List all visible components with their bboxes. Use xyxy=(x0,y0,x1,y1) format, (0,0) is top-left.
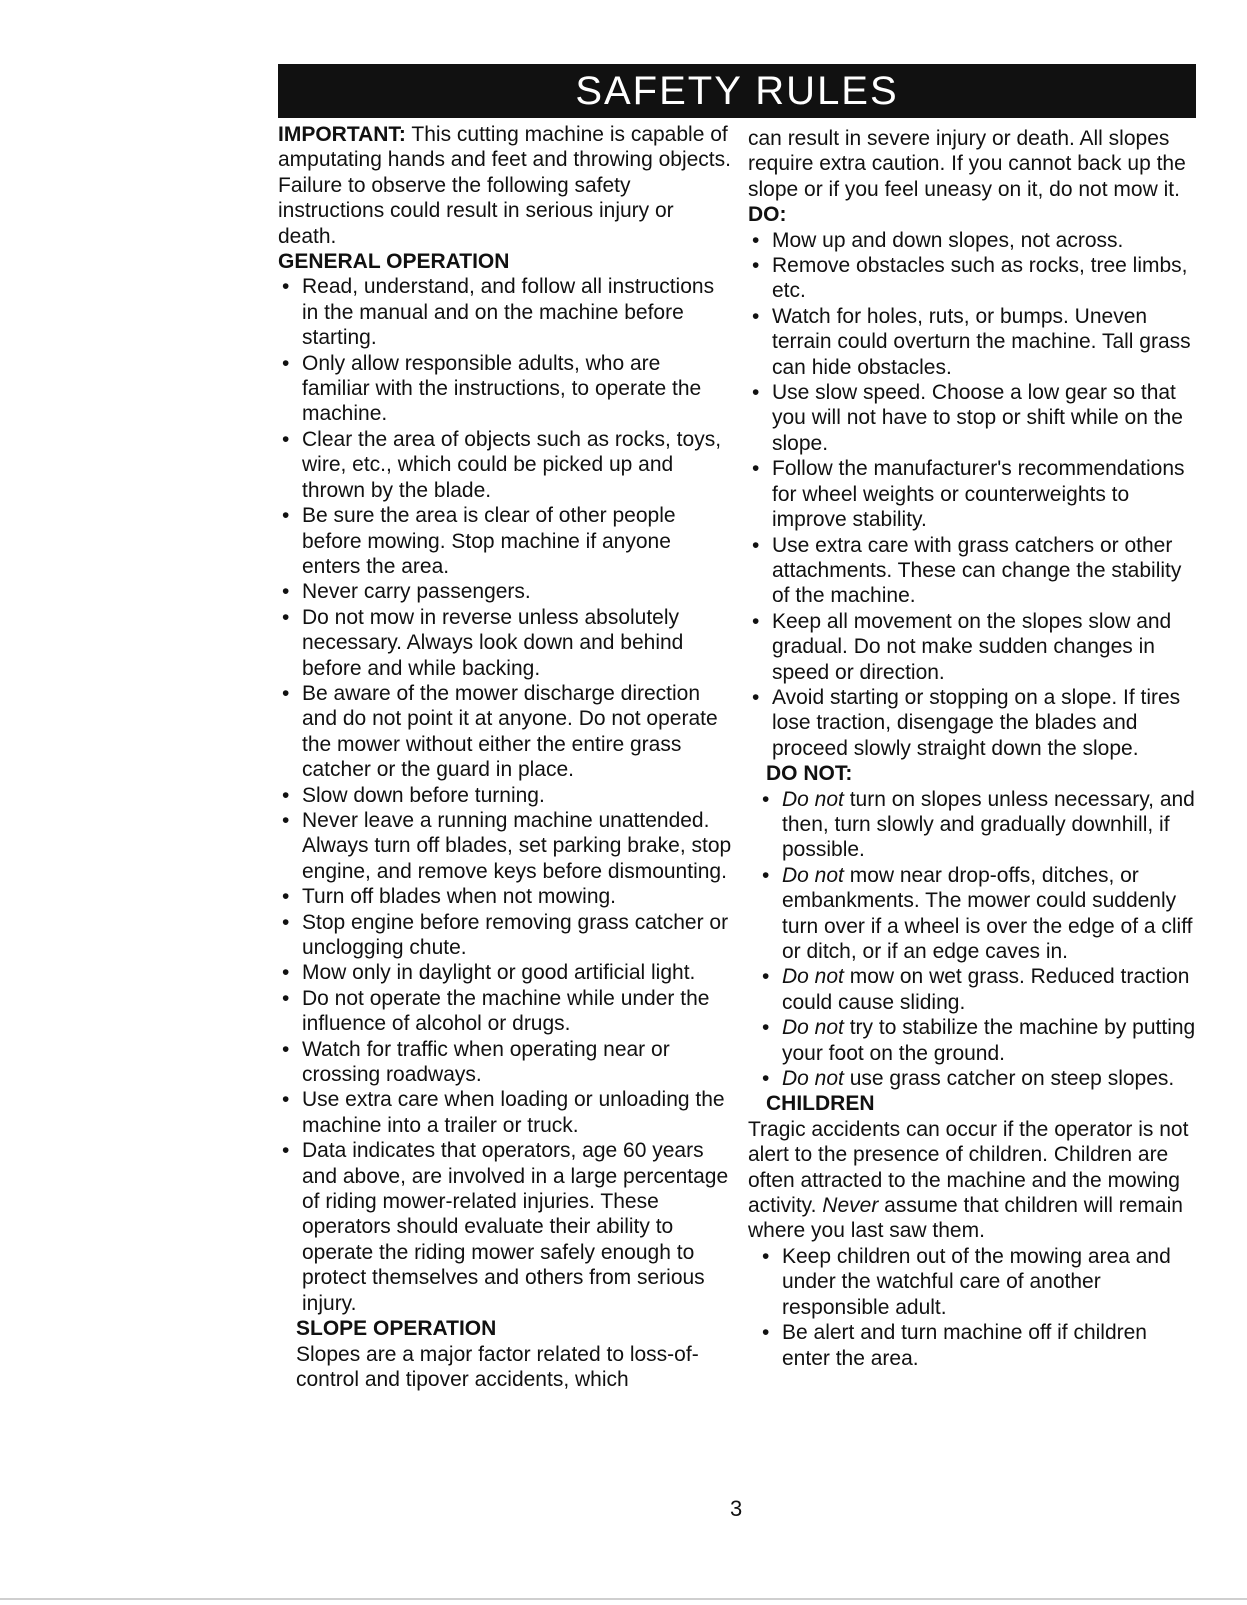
list-item: • Only allow responsible adults, who are familiar with the instructions, to operate the machine. xyxy=(282,351,702,426)
bullet-icon: • xyxy=(762,1244,770,1268)
bullet-icon: • xyxy=(282,681,290,705)
list-item: • Be alert and turn machine off if children enter the area. xyxy=(762,1321,1147,1370)
list-item: • Keep children out of the mowing area and under the watchful care of another responsible adult. xyxy=(762,1244,1171,1319)
bullet-icon: • xyxy=(752,685,760,709)
bullet-icon: • xyxy=(282,961,290,985)
do-not-heading: DO NOT: xyxy=(766,762,853,786)
slope-continued-text: can result in severe injury or death. All slopes require extra caution. If you cannot back up the slope or if you feel uneasy on it, do not mow it. xyxy=(748,127,1186,201)
list-item: • Be aware of the mower discharge direction and do not point it at anyone. Do not operate the mower without either the entire grass catcher or the guard in place. xyxy=(282,681,718,782)
important-label: IMPORTANT: xyxy=(278,123,406,146)
bullet-icon: • xyxy=(282,504,290,528)
bullet-icon: • xyxy=(282,808,290,832)
list-item: • Mow only in daylight or good artificial light. xyxy=(282,961,696,985)
do-not-list xyxy=(748,787,1198,1092)
bullet-icon: • xyxy=(752,304,760,328)
general-operation-heading: GENERAL OPERATION xyxy=(278,250,510,274)
bullet-icon: • xyxy=(752,609,760,633)
children-paragraph: Tragic accidents can occur if the operator is not alert to the presence of children. Children are often attracted to the machine and the mowing activity. Never assume that children will remain where you last saw them. xyxy=(748,1117,1189,1243)
important-text: This cutting machine is capable of amputating hands and feet and throwing objects. Failure to observe the following safety instructions could result in serious injury or death. xyxy=(278,123,731,248)
bullet-icon: • xyxy=(282,1037,290,1061)
bullet-icon: • xyxy=(762,1016,770,1040)
list-item: • Data indicates that operators, age 60 years and above, are involved in a large percentage of riding mower-related injuries. These operators should evaluate their ability to operate the riding mower safely enough to protect themselves and others from serious injury. xyxy=(282,1139,729,1315)
bullet-icon: • xyxy=(752,457,760,481)
list-item: • Read, understand, and follow all instructions in the manual and on the machine before starting. xyxy=(282,275,715,350)
bullet-icon: • xyxy=(282,1139,290,1163)
bullet-icon: • xyxy=(282,885,290,909)
bullet-icon: • xyxy=(762,1321,770,1345)
list-item: • Do not turn on slopes unless necessary, and then, turn slowly and gradually downhill, if possible. xyxy=(762,787,1195,862)
right-column xyxy=(748,126,1198,1371)
children-list xyxy=(748,1244,1198,1371)
bullet-icon: • xyxy=(282,351,290,375)
bullet-icon: • xyxy=(282,275,290,299)
list-item: • Never carry passengers. xyxy=(282,580,531,604)
bullet-icon: • xyxy=(762,863,770,887)
list-item: • Keep all movement on the slopes slow and gradual. Do not make sudden changes in speed or direction. xyxy=(752,609,1172,684)
important-paragraph xyxy=(278,122,733,249)
list-item: • Follow the manufacturer's recommendations for wheel weights or counterweights to improve stability. xyxy=(752,457,1185,532)
general-operation-list xyxy=(278,274,733,1316)
list-item: • Do not use grass catcher on steep slopes. xyxy=(762,1067,1175,1091)
bullet-icon: • xyxy=(282,580,290,604)
left-column xyxy=(278,122,733,1392)
children-heading: CHILDREN xyxy=(766,1092,875,1116)
list-item: • Watch for holes, ruts, or bumps. Uneven terrain could overturn the machine. Tall grass can hide obstacles. xyxy=(752,304,1191,379)
bullet-icon: • xyxy=(752,533,760,557)
list-item: • Use extra care with grass catchers or other attachments. These can change the stability of the machine. xyxy=(752,533,1182,608)
list-item: • Watch for traffic when operating near or crossing roadways. xyxy=(282,1037,670,1087)
list-item: • Clear the area of objects such as rocks, toys, wire, etc., which could be picked up and thrown by the blade. xyxy=(282,427,722,502)
page-number: 3 xyxy=(730,1496,743,1521)
list-item: • Be sure the area is clear of other people before mowing. Stop machine if anyone enters the area. xyxy=(282,504,676,578)
list-item: • Mow up and down slopes, not across. xyxy=(752,228,1124,252)
list-item: • Turn off blades when not mowing. xyxy=(282,885,617,909)
bullet-icon: • xyxy=(282,605,290,629)
do-heading: DO: xyxy=(748,203,787,227)
do-list xyxy=(748,228,1198,762)
list-item: • Slow down before turning. xyxy=(282,783,545,807)
slope-operation-heading: SLOPE OPERATION xyxy=(296,1317,497,1341)
list-item: • Do not mow on wet grass. Reduced traction could cause sliding. xyxy=(762,965,1190,1014)
bullet-icon: • xyxy=(282,986,290,1010)
bullet-icon: • xyxy=(752,254,760,278)
bullet-icon: • xyxy=(282,427,290,451)
list-item: • Do not operate the machine while under the influence of alcohol or drugs. xyxy=(282,986,710,1036)
list-item: • Do not mow in reverse unless absolutely necessary. Always look down and behind before and while backing. xyxy=(282,605,684,680)
list-item: • Remove obstacles such as rocks, tree limbs, etc. xyxy=(752,254,1188,303)
list-item: • Avoid starting or stopping on a slope. If tires lose traction, disengage the blades and proceed slowly straight down the slope. xyxy=(752,685,1181,760)
footer-divider xyxy=(0,1598,1247,1600)
bullet-icon: • xyxy=(282,783,290,807)
list-item: • Never leave a running machine unattended. Always turn off blades, set parking brake, stop engine, and remove keys before dismounting. xyxy=(282,808,732,883)
list-item: • Use slow speed. Choose a low gear so that you will not have to stop or shift while on the slope. xyxy=(752,381,1183,455)
bullet-icon: • xyxy=(762,787,770,811)
bullet-icon: • xyxy=(282,910,290,934)
list-item: • Do not mow near drop-offs, ditches, or embankments. The mower could suddenly turn over if a wheel is over the edge of a cliff or ditch, or if an edge caves in. xyxy=(762,863,1193,963)
bullet-icon: • xyxy=(752,228,760,252)
list-item: • Use extra care when loading or unloading the machine into a trailer or truck. xyxy=(282,1088,725,1137)
list-item: • Stop engine before removing grass catcher or unclogging chute. xyxy=(282,910,729,959)
page-title: SAFETY RULES xyxy=(278,64,1196,118)
slope-operation-text: Slopes are a major factor related to loss-of-control and tipover accidents, which xyxy=(296,1342,699,1391)
bullet-icon: • xyxy=(762,965,770,989)
bullet-icon: • xyxy=(762,1067,770,1091)
bullet-icon: • xyxy=(752,381,760,405)
list-item: • Do not try to stabilize the machine by putting your foot on the ground. xyxy=(762,1016,1196,1065)
bullet-icon: • xyxy=(282,1088,290,1112)
